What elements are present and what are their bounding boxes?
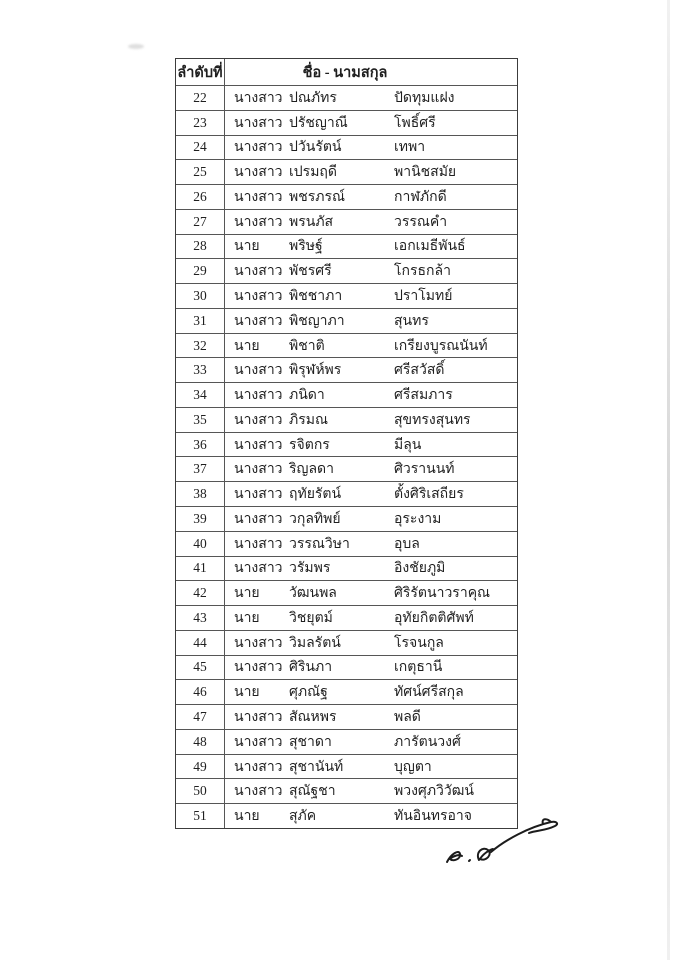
fullname-cell — [225, 680, 517, 704]
last-name: พานิชสมัย — [394, 165, 457, 181]
handwritten-signature — [433, 816, 569, 888]
fullname-cell — [225, 136, 517, 160]
fullname-cell — [225, 755, 517, 779]
table-row — [176, 778, 517, 803]
last-name: ศิวรานนท์ — [394, 462, 455, 478]
first-name: ปณภัทร — [289, 90, 337, 106]
table-row — [176, 729, 517, 754]
scan-edge-streak-artifact — [667, 0, 670, 960]
person-title: นางสาว — [234, 710, 283, 726]
fullname-cell — [225, 408, 517, 432]
person-title: นางสาว — [234, 264, 283, 280]
order-number-value: 25 — [193, 164, 207, 180]
order-number-value: 30 — [193, 288, 207, 303]
table-row — [176, 754, 517, 779]
name-list-table — [175, 58, 518, 829]
order-number-value: 24 — [193, 139, 207, 155]
fullname-cell — [225, 235, 517, 259]
person-title: นางสาว — [234, 759, 283, 775]
table-header-row — [176, 59, 517, 85]
person-title: นาย — [234, 610, 260, 626]
table-row — [176, 308, 517, 333]
fullname-cell — [225, 557, 517, 581]
last-name: กาฬภักดี — [394, 189, 447, 205]
first-name: พัชรศรี — [289, 264, 332, 280]
order-number-cell — [176, 656, 225, 680]
last-name: ปัดทุมแฝง — [394, 90, 455, 106]
order-number-cell — [176, 532, 225, 556]
order-number-value: 47 — [193, 709, 207, 725]
table-row — [176, 234, 517, 259]
person-title: นางสาว — [234, 214, 283, 230]
first-name: ภนิดา — [289, 388, 325, 404]
fullname-cell — [225, 457, 517, 481]
order-number-cell — [176, 606, 225, 630]
order-number-cell — [176, 309, 225, 333]
table-row — [176, 506, 517, 531]
order-number-cell — [176, 581, 225, 605]
order-number-value: 48 — [193, 733, 207, 749]
fullname-cell — [225, 631, 517, 655]
table-row — [176, 531, 517, 556]
person-title: นางสาว — [234, 388, 283, 404]
order-number-value: 36 — [193, 436, 207, 452]
order-number-cell — [176, 284, 225, 308]
table-row — [176, 110, 517, 135]
order-number-value: 49 — [193, 758, 207, 774]
order-number-value: 45 — [193, 659, 207, 675]
person-title: นางสาว — [234, 289, 283, 304]
person-title: นางสาว — [234, 511, 283, 527]
order-number-value: 38 — [193, 486, 207, 502]
table-row — [176, 184, 517, 209]
order-number-value: 50 — [193, 783, 207, 799]
table-row — [176, 159, 517, 184]
fullname-cell — [225, 606, 517, 630]
person-title: นางสาว — [234, 784, 283, 800]
order-number-value: 44 — [193, 634, 207, 650]
order-number-cell — [176, 160, 225, 184]
order-number-value: 51 — [193, 808, 207, 824]
person-title: นางสาว — [234, 635, 283, 651]
order-number-cell — [176, 457, 225, 481]
last-name: สุนทร — [394, 313, 429, 329]
order-number-cell — [176, 383, 225, 407]
first-name: ริญลดา — [289, 462, 334, 478]
order-number-cell — [176, 111, 225, 135]
order-number-value: 34 — [193, 387, 207, 403]
last-name: มีลุน — [394, 437, 422, 453]
person-title: นางสาว — [234, 140, 283, 156]
fullname-cell — [225, 111, 517, 135]
table-row — [176, 357, 517, 382]
table-row — [176, 481, 517, 506]
order-number-value: 37 — [193, 461, 207, 477]
fullname-cell — [225, 358, 517, 382]
first-name: วกุลทิพย์ — [289, 511, 341, 527]
order-number-value: 43 — [193, 609, 207, 625]
order-number-cell — [176, 507, 225, 531]
first-name: ปวันรัตน์ — [289, 140, 342, 156]
first-name: วรรณวิษา — [289, 536, 350, 552]
fullname-cell — [225, 730, 517, 754]
last-name: เกรียงบูรณนันท์ — [394, 338, 488, 354]
fullname-cell — [225, 309, 517, 333]
last-name: เทพา — [394, 140, 426, 156]
last-name: ศิริรัตนาวราคุณ — [394, 586, 491, 602]
order-number-value: 46 — [193, 684, 207, 700]
order-number-cell — [176, 730, 225, 754]
last-name: ภารัตนวงศ์ — [394, 734, 461, 750]
fullname-cell — [225, 160, 517, 184]
last-name: ศรีสมภาร — [394, 388, 453, 404]
first-name: ศุภณัฐ — [289, 685, 328, 701]
fullname-header-label: ชื่อ - นามสกุล — [302, 64, 388, 81]
fullname-cell — [225, 482, 517, 506]
person-title: นาย — [234, 239, 260, 255]
person-title: นาย — [234, 685, 260, 701]
fullname-cell — [225, 532, 517, 556]
table-row — [176, 135, 517, 160]
order-number-cell — [176, 210, 225, 234]
order-number-value: 41 — [193, 560, 207, 576]
order-number-cell — [176, 680, 225, 704]
order-number-cell — [176, 804, 225, 828]
table-row — [176, 283, 517, 308]
first-name: วัฒนพล — [289, 586, 337, 602]
last-name: อิงชัยภูมิ — [394, 561, 446, 577]
order-number-value: 22 — [193, 89, 207, 105]
first-name: ฤทัยรัตน์ — [289, 487, 342, 503]
table-row — [176, 630, 517, 655]
table-row — [176, 655, 517, 680]
last-name: วรรณคำ — [394, 214, 448, 230]
first-name: พิชญาภา — [289, 313, 345, 329]
first-name: ศิรินภา — [289, 660, 333, 676]
table-row — [176, 580, 517, 605]
order-number-cell — [176, 433, 225, 457]
first-name: สุณัฐชา — [289, 784, 336, 800]
last-name: ปราโมทย์ — [394, 289, 453, 304]
person-title: นาย — [234, 809, 260, 825]
last-name: พวงศุภวิวัฒน์ — [394, 784, 474, 800]
fullname-cell — [225, 507, 517, 531]
table-body — [176, 85, 517, 828]
fullname-cell — [225, 259, 517, 283]
last-name: ศรีสวัสดิ์ — [394, 363, 445, 379]
first-name: สุชานันท์ — [289, 759, 344, 775]
fullname-cell — [225, 656, 517, 680]
column-header-fullname — [225, 59, 517, 85]
column-header-order-number — [176, 59, 225, 85]
table-row — [176, 704, 517, 729]
person-title: นางสาว — [234, 660, 283, 676]
order-number-value: 42 — [193, 585, 207, 601]
last-name: โรจนกูล — [394, 635, 444, 651]
person-title: นางสาว — [234, 536, 283, 552]
order-number-value: 35 — [193, 411, 207, 427]
order-number-value: 26 — [193, 188, 207, 204]
first-name: พชรภรณ์ — [289, 189, 345, 205]
first-name: วิชยุตม์ — [289, 610, 333, 626]
table-row — [176, 432, 517, 457]
fullname-cell — [225, 433, 517, 457]
table-row — [176, 407, 517, 432]
order-number-cell — [176, 557, 225, 581]
order-number-cell — [176, 334, 225, 358]
order-number-value: 28 — [193, 238, 207, 254]
fullname-cell — [225, 210, 517, 234]
last-name: ทัศน์ศรีสกุล — [394, 685, 464, 701]
order-number-cell — [176, 631, 225, 655]
person-title: นางสาว — [234, 363, 283, 379]
scan-smudge-artifact — [128, 44, 144, 49]
person-title: นางสาว — [234, 412, 283, 428]
table-row — [176, 382, 517, 407]
first-name: พรนภัส — [289, 214, 334, 230]
last-name: สุขทรงสุนทร — [394, 412, 471, 428]
first-name: สัณหพร — [289, 710, 337, 726]
order-number-cell — [176, 136, 225, 160]
table-row — [176, 333, 517, 358]
last-name: โกรธกล้า — [394, 264, 451, 280]
table-row — [176, 556, 517, 581]
person-title: นางสาว — [234, 462, 283, 478]
order-number-value: 32 — [193, 337, 207, 353]
order-number-value: 31 — [193, 312, 207, 328]
order-number-value: 23 — [193, 114, 207, 130]
last-name: อุบล — [394, 536, 420, 552]
order-number-value: 29 — [193, 263, 207, 279]
first-name: ปรัชญาณี — [289, 115, 348, 131]
last-name: บุญตา — [394, 759, 432, 775]
person-title: นาย — [234, 586, 260, 602]
table-row — [176, 85, 517, 110]
order-number-value: 27 — [193, 213, 207, 229]
order-number-cell — [176, 185, 225, 209]
table-row — [176, 679, 517, 704]
person-title: นางสาว — [234, 90, 283, 106]
person-title: นางสาว — [234, 487, 283, 503]
person-title: นางสาว — [234, 561, 283, 577]
order-number-cell — [176, 235, 225, 259]
fullname-cell — [225, 185, 517, 209]
order-number-cell — [176, 86, 225, 110]
first-name: วิมลรัตน์ — [289, 635, 341, 651]
person-title: นางสาว — [234, 313, 283, 329]
first-name: พริษฐ์ — [289, 239, 323, 255]
table-row — [176, 605, 517, 630]
order-number-cell — [176, 358, 225, 382]
table-row — [176, 209, 517, 234]
fullname-cell — [225, 334, 517, 358]
person-title: นางสาว — [234, 165, 283, 181]
person-title: นางสาว — [234, 734, 283, 750]
order-number-cell — [176, 408, 225, 432]
order-number-value: 33 — [193, 362, 207, 378]
order-number-cell — [176, 755, 225, 779]
last-name: เกตุธานี — [394, 660, 443, 676]
fullname-cell — [225, 581, 517, 605]
fullname-cell — [225, 779, 517, 803]
first-name: พิชาติ — [289, 338, 325, 354]
first-name: วรัมพร — [289, 561, 331, 577]
last-name: ทันอินทรอาจ — [394, 809, 472, 825]
order-number-header-label: ลำดับที่ — [177, 64, 223, 81]
first-name: สุภัค — [289, 809, 317, 825]
first-name: พิชชาภา — [289, 289, 343, 304]
last-name: ตั้งศิริเสถียร — [394, 487, 464, 503]
fullname-cell — [225, 284, 517, 308]
last-name: เอกเมธีพันธ์ — [394, 239, 466, 255]
first-name: ภิรมณ — [289, 412, 328, 428]
last-name: อุทัยกิตติศัพท์ — [394, 610, 474, 626]
order-number-cell — [176, 705, 225, 729]
first-name: เปรมฤดี — [289, 165, 337, 181]
order-number-value: 40 — [193, 535, 207, 551]
last-name: อุระงาม — [394, 511, 442, 527]
fullname-cell — [225, 383, 517, 407]
order-number-value: 39 — [193, 510, 207, 526]
first-name: พิรุฬห์พร — [289, 363, 342, 379]
first-name: รจิตกร — [289, 437, 330, 453]
last-name: โพธิ์ศรี — [394, 115, 436, 131]
table-row — [176, 456, 517, 481]
order-number-cell — [176, 482, 225, 506]
fullname-cell — [225, 705, 517, 729]
person-title: นาย — [234, 338, 260, 354]
person-title: นางสาว — [234, 115, 283, 131]
last-name: พลดี — [394, 710, 421, 726]
person-title: นางสาว — [234, 437, 283, 453]
person-title: นางสาว — [234, 189, 283, 205]
table-row — [176, 258, 517, 283]
order-number-cell — [176, 779, 225, 803]
first-name: สุชาดา — [289, 734, 332, 750]
fullname-cell — [225, 86, 517, 110]
order-number-cell — [176, 259, 225, 283]
